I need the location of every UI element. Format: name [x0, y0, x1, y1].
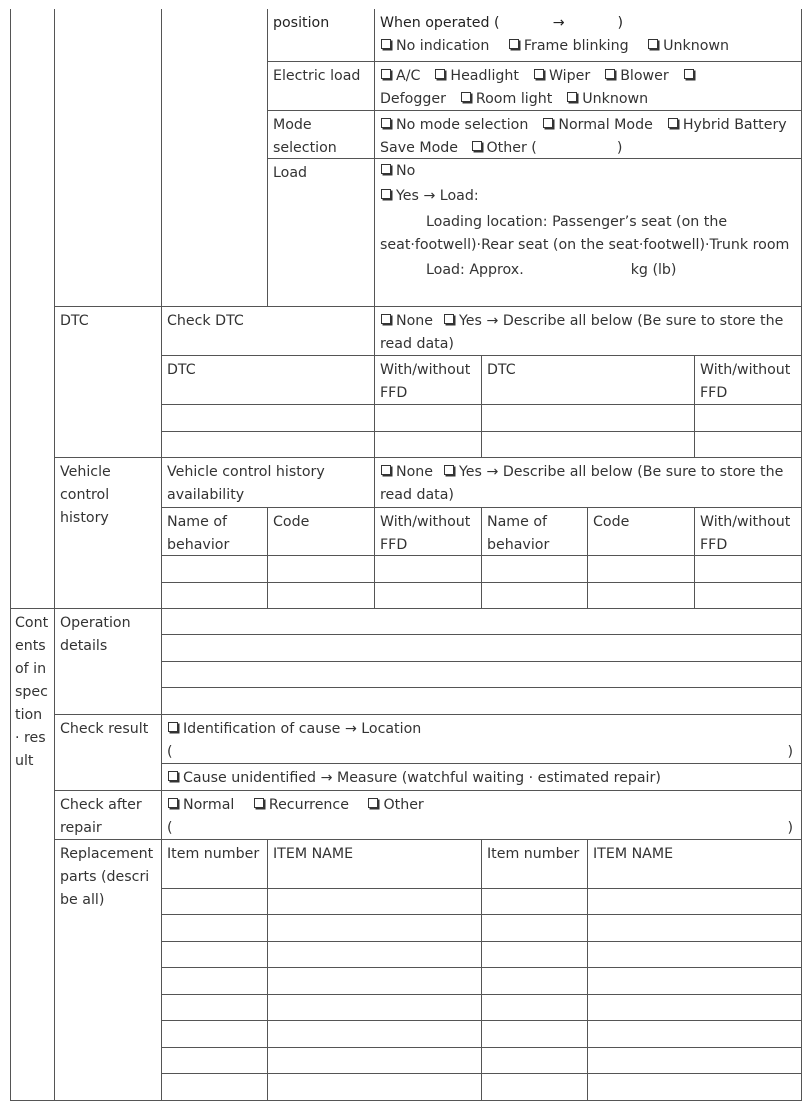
paren-open: ( [167, 820, 173, 836]
dtc-entry-cell[interactable] [694, 431, 802, 457]
column-header: With/without FFD [380, 362, 471, 401]
load-unit: kg (lb) [630, 262, 677, 278]
when-operated-close: ) [617, 15, 624, 31]
vc-entry-cell[interactable] [481, 555, 587, 582]
dtc-entry-cell[interactable] [161, 431, 374, 457]
checkbox-icon[interactable] [444, 465, 454, 475]
checkbox-icon[interactable] [381, 118, 391, 128]
replacement-part-entry-cell[interactable] [587, 888, 802, 914]
option-label: No mode selection [396, 117, 529, 133]
option-other-mode[interactable] [471, 137, 537, 158]
vc-entry-cell[interactable] [161, 555, 267, 582]
vc-yes-option[interactable]: Yes → Describe all below (Be sure to store the read data) [380, 464, 784, 503]
vc-availability-label: Vehicle control history availability [167, 464, 325, 503]
check-result-label: Check result [60, 721, 149, 737]
check-dtc-label-cell [161, 306, 374, 355]
option-ac[interactable] [380, 65, 420, 88]
option-label: Cause unidentified → Measure (watchful waiting · estimated repair) [183, 770, 661, 786]
rp-col-header-3 [481, 839, 587, 888]
when-operated-label: When operated ( [380, 15, 500, 31]
mode-selection-label-cell [267, 110, 374, 158]
replacement-part-entry-cell[interactable] [587, 941, 802, 967]
col-161-line [161, 9, 162, 306]
vc-entry-cell[interactable] [374, 582, 481, 608]
position-options [380, 35, 797, 58]
vc-col-header-4 [481, 507, 587, 555]
option-headlight[interactable] [434, 65, 519, 88]
option-blower[interactable] [604, 65, 669, 88]
vc-col-header-1 [161, 507, 267, 555]
replacement-parts-label-cell [54, 839, 161, 1100]
option-label: Normal [183, 797, 235, 813]
position-label: position [273, 15, 330, 31]
checkbox-icon[interactable] [684, 69, 694, 79]
replacement-part-entry-cell[interactable] [481, 941, 587, 967]
vc-entry-cell[interactable] [374, 555, 481, 582]
col-54-line [54, 9, 55, 306]
option-label: No indication [396, 38, 490, 54]
check-dtc-value-cell [374, 306, 802, 355]
option-other[interactable] [367, 794, 423, 817]
operation-details-label-cell [54, 608, 161, 714]
position-label-cell [267, 9, 374, 53]
column-header: Code [273, 514, 310, 530]
option-normal-mode[interactable] [542, 114, 653, 137]
option-recurrence[interactable] [253, 794, 349, 817]
vc-entry-cell[interactable] [267, 555, 374, 582]
dtc-entry-cell[interactable] [374, 431, 481, 457]
rp-col-header-2 [267, 839, 481, 888]
option-unknown-load[interactable] [566, 88, 648, 110]
replacement-part-entry-cell[interactable] [587, 914, 802, 941]
checkbox-icon[interactable] [668, 118, 678, 128]
col-267-line [267, 9, 268, 306]
identification-cell [161, 714, 802, 763]
vc-availability-value-cell [374, 457, 802, 507]
replacement-part-entry-cell[interactable] [161, 1020, 267, 1047]
replacement-part-entry-cell[interactable] [481, 994, 587, 1020]
replacement-part-entry-cell[interactable] [161, 994, 267, 1020]
option-hybrid-save[interactable]: Hybrid Battery Save Mode [380, 117, 787, 156]
checkbox-icon[interactable] [381, 164, 391, 174]
after-repair-paren-line[interactable] [167, 817, 797, 839]
option-label: Unknown [663, 38, 730, 54]
inspection-section-cell [10, 608, 54, 1100]
electric-load-label: Electric load [273, 68, 361, 84]
replacement-parts-label: Replacement parts (describe all) [60, 846, 154, 908]
checkbox-icon[interactable] [472, 141, 482, 151]
identification-paren-line[interactable] [167, 741, 797, 763]
checkbox-icon[interactable] [168, 798, 178, 808]
option-label: Other [383, 797, 424, 813]
dtc-entry-cell[interactable] [481, 404, 694, 431]
check-after-repair-label-cell [54, 790, 161, 839]
operation-details-line[interactable] [161, 661, 802, 687]
left-border-line [10, 9, 11, 1100]
vc-col-header-2 [267, 507, 374, 555]
option-label: Normal Mode [558, 117, 653, 133]
option-defogger[interactable] [380, 88, 446, 110]
column-header: With/without FFD [700, 514, 791, 553]
column-header: Name of behavior [487, 514, 550, 553]
replacement-part-entry-cell[interactable] [267, 1020, 481, 1047]
dtc-col-header-4 [694, 355, 802, 404]
option-label: Yes → Load: [396, 188, 479, 204]
column-header: With/without FFD [700, 362, 791, 401]
vc-entry-cell[interactable] [587, 582, 694, 608]
replacement-part-entry-cell[interactable] [481, 914, 587, 941]
option-label: Wiper [548, 68, 591, 84]
vc-entry-cell[interactable] [161, 582, 267, 608]
check-dtc-label: Check DTC [167, 313, 244, 329]
unidentified-cell [161, 763, 802, 790]
replacement-part-entry-cell[interactable] [587, 967, 802, 994]
replacement-part-entry-cell[interactable] [267, 1047, 481, 1073]
option-label: A/C [396, 68, 421, 84]
replacement-part-entry-cell[interactable] [161, 1073, 267, 1100]
operation-details-line[interactable] [161, 608, 802, 634]
replacement-part-entry-cell[interactable] [481, 1047, 587, 1073]
load-label-cell [267, 158, 374, 306]
paren-close: ) [787, 744, 793, 760]
position-value-cell [374, 9, 802, 61]
replacement-part-entry-cell[interactable] [481, 888, 587, 914]
vc-col-header-6 [694, 507, 802, 555]
replacement-part-entry-cell[interactable] [587, 1047, 802, 1073]
vc-entry-cell[interactable] [587, 555, 694, 582]
option-label: None [396, 464, 434, 480]
checkbox-icon[interactable] [381, 69, 391, 79]
checkbox-icon[interactable] [368, 798, 378, 808]
paren-close: ) [787, 820, 793, 836]
dtc-col-header-2 [374, 355, 481, 404]
check-result-label-cell [54, 714, 161, 790]
load-no-option[interactable] [380, 160, 797, 183]
vc-col-header-5 [587, 507, 694, 555]
checkbox-icon[interactable] [381, 314, 391, 324]
mode-selection-value-cell [374, 110, 802, 158]
electric-load-value-cell [374, 61, 802, 110]
checkbox-icon[interactable] [381, 465, 391, 475]
replacement-part-entry-cell[interactable] [481, 1073, 587, 1100]
replacement-part-entry-cell[interactable] [267, 914, 481, 941]
column-header: Item number [167, 846, 260, 862]
check-after-repair-label: Check after repair [60, 797, 142, 836]
after-repair-options [167, 794, 797, 817]
replacement-part-entry-cell[interactable] [161, 967, 267, 994]
dtc-none-option[interactable] [380, 310, 433, 333]
checkbox-icon[interactable] [509, 39, 519, 49]
replacement-part-entry-cell[interactable] [161, 888, 267, 914]
paren-open: ( [167, 744, 173, 760]
checkbox-icon[interactable] [435, 69, 445, 79]
column-header: Name of behavior [167, 514, 230, 553]
dtc-entry-cell[interactable] [374, 404, 481, 431]
rp-col-header-4 [587, 839, 802, 888]
checkbox-icon[interactable] [567, 92, 577, 102]
mode-selection-label: Mode selection [273, 117, 337, 156]
checkbox-icon[interactable] [168, 771, 178, 781]
replacement-part-entry-cell[interactable] [161, 941, 267, 967]
option-label: No [396, 163, 416, 179]
option-wiper[interactable] [533, 65, 590, 88]
dtc-col-header-3 [481, 355, 694, 404]
column-header: With/without FFD [380, 514, 471, 553]
column-header: ITEM NAME [273, 846, 354, 862]
vc-entry-cell[interactable] [267, 582, 374, 608]
replacement-part-entry-cell[interactable] [161, 1047, 267, 1073]
loading-location-text [380, 211, 797, 257]
replacement-part-entry-cell[interactable] [161, 914, 267, 941]
option-label: Room light [475, 91, 553, 107]
replacement-part-entry-cell[interactable] [267, 1073, 481, 1100]
dtc-entry-cell[interactable] [694, 404, 802, 431]
checkbox-icon[interactable] [534, 69, 544, 79]
option-room-light[interactable] [460, 88, 552, 110]
option-label: None [396, 313, 434, 329]
replacement-part-entry-cell[interactable] [481, 1020, 587, 1047]
option-label: Defogger [380, 91, 446, 107]
column-header: DTC [487, 362, 516, 378]
option-no-mode[interactable] [380, 114, 528, 137]
option-label: Recurrence [268, 797, 349, 813]
inspection-section-label: Contents of inspection · result [15, 615, 49, 769]
replacement-part-entry-cell[interactable] [587, 1073, 802, 1100]
dtc-label: DTC [60, 313, 89, 329]
replacement-part-entry-cell[interactable] [481, 967, 587, 994]
option-unknown[interactable] [647, 35, 729, 58]
operation-details-line[interactable] [161, 687, 802, 714]
column-header: ITEM NAME [593, 846, 674, 862]
option-normal[interactable] [167, 794, 234, 817]
load-approx-line [380, 259, 797, 282]
dtc-col-header-1 [161, 355, 374, 404]
option-frame-blinking[interactable] [508, 35, 629, 58]
when-operated-line [380, 12, 797, 35]
vc-entry-cell[interactable] [694, 582, 802, 608]
vehicle-control-label-cell [54, 457, 161, 608]
unidentified-option[interactable] [167, 770, 661, 786]
checkbox-icon[interactable] [444, 314, 454, 324]
checkbox-icon[interactable] [543, 118, 553, 128]
checkbox-icon[interactable] [254, 798, 264, 808]
option-label: Headlight [450, 68, 519, 84]
load-value-cell [374, 158, 802, 306]
load-yes-option[interactable] [380, 185, 797, 208]
load-approx-label: Load: Approx. [426, 262, 524, 278]
loading-location: Loading location: Passenger’s seat (on the seat·footwell)·Rear seat (on the seat·footwell)·Trunk room [380, 214, 790, 253]
replacement-part-entry-cell[interactable] [267, 941, 481, 967]
option-label: Unknown [582, 91, 649, 107]
column-header: DTC [167, 362, 196, 378]
vc-entry-cell[interactable] [481, 582, 587, 608]
dtc-entry-cell[interactable] [161, 404, 374, 431]
operation-details-line[interactable] [161, 634, 802, 661]
load-label: Load [273, 165, 308, 181]
dtc-entry-cell[interactable] [481, 431, 694, 457]
when-operated-arrow: → [552, 15, 565, 31]
checkbox-icon[interactable] [381, 39, 391, 49]
identification-option[interactable] [167, 718, 797, 741]
replacement-part-entry-cell[interactable] [267, 994, 481, 1020]
option-label: Frame blinking [523, 38, 629, 54]
vc-col-header-3 [374, 507, 481, 555]
column-header: Code [593, 514, 630, 530]
check-after-repair-value-cell [161, 790, 802, 839]
vc-none-option[interactable] [380, 461, 433, 484]
operation-details-label: Operation details [60, 615, 131, 654]
vc-entry-cell[interactable] [694, 555, 802, 582]
right-border-line [801, 9, 802, 1100]
checkbox-icon[interactable] [381, 189, 391, 199]
mode-close-paren: ) [616, 140, 623, 156]
checkbox-icon[interactable] [461, 92, 471, 102]
dtc-label-cell [54, 306, 161, 457]
replacement-part-entry-cell[interactable] [267, 967, 481, 994]
checkbox-icon[interactable] [168, 722, 178, 732]
replacement-part-entry-cell[interactable] [587, 994, 802, 1020]
electric-load-label-cell [267, 61, 374, 110]
option-no-indication[interactable] [380, 35, 489, 58]
column-header: Item number [487, 846, 580, 862]
replacement-part-entry-cell[interactable] [587, 1020, 802, 1047]
option-label: Identification of cause → Location [183, 721, 422, 737]
checkbox-icon[interactable] [605, 69, 615, 79]
replacement-part-entry-cell[interactable] [267, 888, 481, 914]
vc-availability-label-cell [161, 457, 374, 507]
rp-col-header-1 [161, 839, 267, 888]
vehicle-control-label: Vehicle control history [60, 464, 111, 526]
option-label: Blower [620, 68, 669, 84]
dtc-yes-option[interactable]: Yes → Describe all below (Be sure to store the read data) [380, 313, 784, 352]
option-label: Other ( [486, 140, 537, 156]
checkbox-icon[interactable] [648, 39, 658, 49]
bottom-border-line [10, 1100, 802, 1101]
